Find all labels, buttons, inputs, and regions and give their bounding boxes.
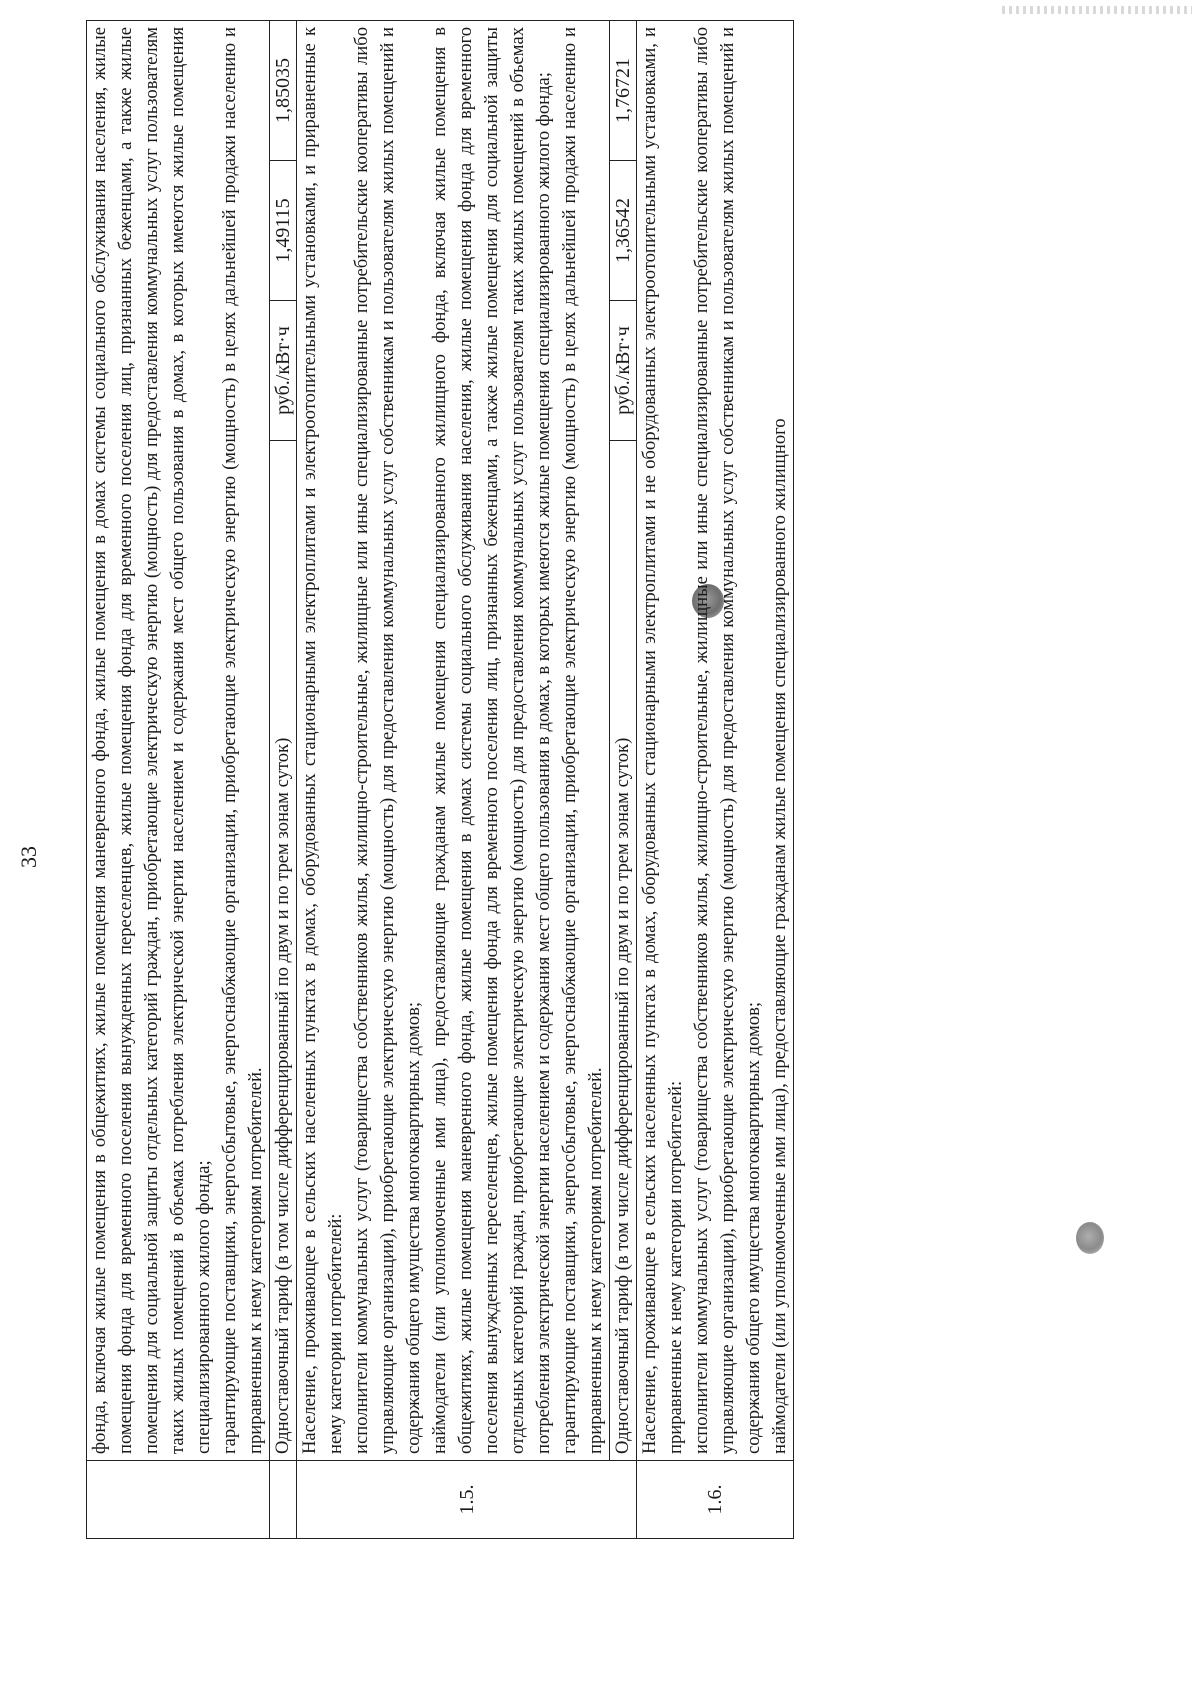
tariff-value-2: 1,76721 xyxy=(610,21,637,161)
paragraph: гарантирующие поставщики, энергосбытовые, энергоснабжающие организации, приобретающие электрическую энергию (мощность) в целях дальнейшей продажи населению и приравненным к нему категориям потребителей. xyxy=(559,27,606,1454)
description-cell xyxy=(637,21,794,1461)
table-row xyxy=(270,21,297,1539)
paragraph: гарантирующие поставщики, энергосбытовые, энергоснабжающие организации, приобретающие электрическую энергию (мощность) в целях дальнейшей продажи населению и приравненным к нему категориям потребителей. xyxy=(219,27,266,1454)
paragraph: наймодатели (или уполномоченные ими лица), предоставляющие гражданам жилые помещения специализированного жилищного фонда, включая жилые помещения в общежитиях, жилые помещения маневренного фонда, жилые помещения в домах системы социального обслуживания населения, жилые помещения фонда для временного поселения вынужденных переселенцев, жилые помещения фонда для временного поселения лиц, признанных беженцами, а также жилые помещения для социальной защиты отдельных категорий граждан, приобретающие электрическую энергию (мощность) для предоставления коммунальных услуг пользователям таких жилых помещений в объемах потребления электрической энергии населением и содержания мест общего пользования в домах, в которых имеются жилые помещения специализированного жилого фонда; xyxy=(429,27,554,1454)
table-row xyxy=(297,21,610,1539)
row-number-cell xyxy=(87,1461,270,1539)
page-number: 33 xyxy=(16,846,41,868)
row-number-cell: 1.6. xyxy=(637,1461,794,1539)
table-row xyxy=(610,21,637,1539)
paragraph: исполнители коммунальных услуг (товарищества собственников жилья, жилищно-строительные, жилищные или иные специализированные потребительские кооперативы либо управляющие организации), приобретающие электрическую энергию (мощность) для предоставления коммунальных услуг собственникам и пользователям жилых помещений и содержания общего имущества многоквартирных домов; xyxy=(691,27,764,1454)
description-cell xyxy=(87,21,270,1461)
table-row xyxy=(87,21,270,1539)
table-row xyxy=(637,21,794,1539)
paragraph: исполнители коммунальных услуг (товарищества собственников жилья, жилищно-строительные, жилищные или иные специализированные потребительские кооперативы либо управляющие организации), приобретающие электрическую энергию (мощность) для предоставления коммунальных услуг собственникам и пользователям жилых помещений и содержания общего имущества многоквартирных домов; xyxy=(351,27,424,1454)
tariff-value-1: 1,49115 xyxy=(270,161,297,301)
paragraph: Население, проживающее в сельских населенных пунктах в домах, оборудованных стационарными электроплитами и не оборудованных электроотопительными установками, и приравненные к нему категории потребителей: xyxy=(639,27,686,1454)
unit-cell: руб./кВт·ч xyxy=(610,301,637,441)
paragraph: Население, проживающее в сельских населенных пунктах в домах, оборудованных стационарными электроплитами и электроотопительными установками, и приравненные к нему категории потребителей: xyxy=(299,27,346,1454)
row-number-cell xyxy=(270,1461,297,1539)
tariff-value-1: 1,36542 xyxy=(610,161,637,301)
tariff-table xyxy=(86,20,794,1539)
unit-cell: руб./кВт·ч xyxy=(270,301,297,441)
tariff-name-cell: Одноставочный тариф (в том числе дифференцированный по двум и по трем зонам суток) xyxy=(270,441,297,1461)
paragraph: фонда, включая жилые помещения в общежитиях, жилые помещения маневренного фонда, жилые помещения в домах системы социального обслуживания населения, жилые помещения фонда для временного поселения вынужденных переселенцев, жилые помещения фонда для временного поселения лиц, признанных беженцами, а также жилые помещения для социальной защиты отдельных категорий граждан, приобретающие электрическую энергию (мощность) для предоставления коммунальных услуг пользователям таких жилых помещений в объемах потребления электрической энергии населением и содержания мест общего пользования в домах, в которых имеются жилые помещения специализированного жилого фонда; xyxy=(89,27,214,1454)
paragraph: наймодатели (или уполномоченные ими лица), предоставляющие гражданам жилые помещения специализированного жилищного xyxy=(769,418,790,1454)
tariff-value-2: 1,85035 xyxy=(270,21,297,161)
description-cell xyxy=(297,21,610,1461)
row-number-cell: 1.5. xyxy=(297,1461,637,1539)
tariff-name-cell: Одноставочный тариф (в том числе дифференцированный по двум и по трем зонам суток) xyxy=(610,441,637,1461)
